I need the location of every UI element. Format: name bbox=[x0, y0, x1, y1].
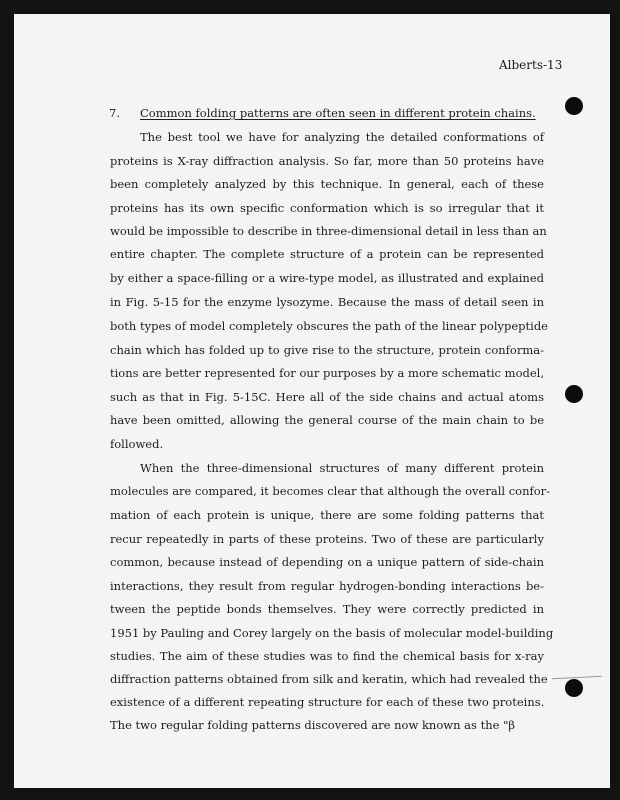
section-number: 7. bbox=[109, 106, 120, 120]
text-line: proteins has its own specific conformation which is so irregular that it bbox=[110, 201, 544, 215]
text-line: have been omitted, allowing the general course of the main chain to be bbox=[110, 413, 544, 427]
text-line: such as that in Fig. 5-15C. Here all of the side chains and actual atoms bbox=[110, 390, 544, 404]
text-line: entire chapter. The complete structure of a protein can be represented bbox=[110, 247, 544, 261]
text-line: The two regular folding patterns discovered are now known as the "β bbox=[110, 718, 516, 732]
text-line: would be impossible to describe in three-dimensional detail in less than an bbox=[110, 224, 547, 238]
text-line: in Fig. 5-15 for the enzyme lysozyme. Because the mass of detail seen in bbox=[110, 295, 544, 309]
text-line: recur repeatedly in parts of these proteins. Two of these are particularly bbox=[110, 532, 544, 546]
text-line: been completely analyzed by this technique. In general, each of these bbox=[110, 177, 544, 191]
text-line: studies. The aim of these studies was to find the chemical basis for x-ray bbox=[110, 649, 544, 663]
text-line: common, because instead of depending on a unique pattern of side-chain bbox=[110, 555, 544, 569]
text-line: existence of a different repeating structure for each of these two proteins. bbox=[110, 695, 545, 709]
text-line: interactions, they result from regular hydrogen-bonding interactions be- bbox=[110, 579, 544, 593]
text-line: molecules are compared, it becomes clear that although the overall confor- bbox=[110, 484, 551, 498]
text-line: tions are better represented for our purposes by a more schematic model, bbox=[110, 366, 544, 380]
text-line: 1951 by Pauling and Corey largely on the basis of molecular model-building bbox=[110, 626, 554, 640]
text-line: The best tool we have for analyzing the detailed conformations of bbox=[140, 130, 544, 144]
text-line: chain which has folded up to give rise to the structure, protein conforma- bbox=[110, 343, 544, 357]
text-line: When the three-dimensional structures of many different protein bbox=[140, 461, 544, 475]
section-heading: Common folding patterns are often seen in different protein chains. bbox=[140, 106, 536, 120]
document-page bbox=[14, 14, 610, 788]
punch-hole-top bbox=[565, 97, 583, 115]
text-line: mation of each protein is unique, there are some folding patterns that bbox=[110, 508, 544, 522]
text-line: followed. bbox=[110, 437, 164, 451]
text-line: by either a space-filling or a wire-type model, as illustrated and explained bbox=[110, 271, 544, 285]
text-line: diffraction patterns obtained from silk and keratin, which had revealed the bbox=[110, 672, 548, 686]
text-line: tween the peptide bonds themselves. They were correctly predicted in bbox=[110, 602, 544, 616]
text-line: proteins is X-ray diffraction analysis. So far, more than 50 proteins have bbox=[110, 154, 544, 168]
text-line: both types of model completely obscures the path of the linear polypeptide bbox=[110, 319, 548, 333]
page-code: Alberts-13 bbox=[499, 58, 563, 72]
punch-hole-bottom bbox=[565, 679, 583, 697]
punch-hole-middle bbox=[565, 385, 583, 403]
